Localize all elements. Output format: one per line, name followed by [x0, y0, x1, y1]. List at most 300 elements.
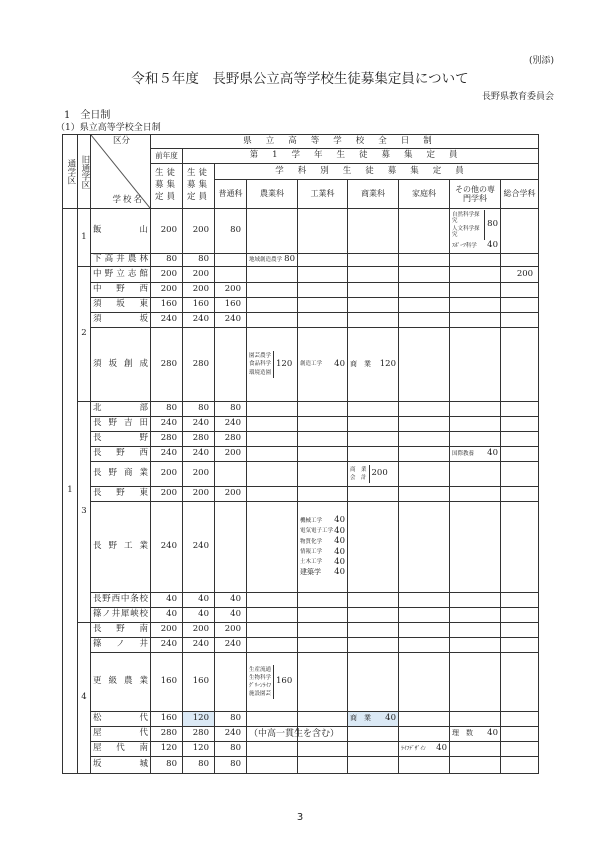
prev-capacity: 240 — [151, 417, 183, 432]
dept-com — [348, 447, 399, 462]
group-labels — [452, 210, 485, 240]
dept-home — [399, 283, 450, 298]
dept-com — [348, 328, 399, 402]
dept-com — [348, 254, 399, 267]
dept-integrated — [501, 638, 539, 653]
dept-ind — [298, 298, 348, 313]
dept-agri — [247, 447, 298, 462]
sub-dept-label: ﾗｲﾌﾃﾞｻﾞｲﾝ — [401, 745, 426, 752]
header-dept: 総合学科 — [501, 180, 539, 209]
sub-dept-value: 40 — [487, 728, 498, 739]
capacity: 240 — [183, 502, 215, 593]
sub-dept-label: 生産流通 — [249, 666, 272, 673]
dept-general: 200 — [215, 487, 247, 502]
dept-agri — [247, 712, 298, 727]
sub-dept-item — [300, 558, 345, 567]
dept-home — [399, 502, 450, 593]
table-row — [63, 328, 539, 402]
sub-dept-label: 生物科学 — [249, 674, 272, 681]
header-dept: 工業科 — [298, 180, 348, 209]
school-name: 更級農業 — [91, 653, 151, 712]
dept-home — [399, 757, 450, 774]
table-row — [63, 283, 539, 298]
dept-integrated — [501, 608, 539, 623]
dept-ind — [298, 462, 348, 487]
section-heading: 1 全日制 — [64, 110, 111, 121]
sub-dept-value: 40 — [334, 536, 345, 547]
sub-dept-label: 情報工学 — [300, 549, 323, 556]
prev-capacity: 240 — [151, 502, 183, 593]
sub-dept-label: 商 業 — [350, 466, 367, 473]
sub-dept-item — [401, 744, 447, 753]
sub-dept-item — [452, 729, 498, 738]
dept-com — [348, 298, 399, 313]
dept-agri — [247, 757, 298, 774]
table-row — [63, 502, 539, 593]
dept-integrated — [501, 623, 539, 638]
school-name: 坂城 — [91, 757, 151, 774]
sub-dept-value: 40 — [487, 240, 498, 251]
sub-dept-value: 40 — [334, 515, 345, 526]
dept-home — [399, 298, 450, 313]
sub-dept-label: 建築学 — [300, 568, 321, 577]
dept-general: 80 — [215, 402, 247, 417]
dept-ind — [298, 328, 348, 402]
sub-dept-label: 機械工学 — [300, 518, 323, 525]
dept-integrated — [501, 487, 539, 502]
bracket-group — [249, 351, 295, 377]
dept-com — [348, 727, 399, 742]
old-area-number: 2 — [78, 267, 91, 402]
dept-other — [450, 313, 501, 328]
dept-agri — [247, 502, 298, 593]
table-row — [63, 209, 539, 254]
school-name: 篠ノ井犀峡校 — [91, 608, 151, 623]
sub-dept-label: 理 数 — [452, 729, 473, 738]
capacity: 240 — [183, 447, 215, 462]
dept-com — [348, 757, 399, 774]
header-dept: 農業科 — [247, 180, 298, 209]
dept-general — [215, 254, 247, 267]
dept-ind — [298, 254, 348, 267]
dept-general — [215, 462, 247, 487]
dept-general: 80 — [215, 742, 247, 757]
prev-capacity: 280 — [151, 432, 183, 447]
dept-integrated — [501, 313, 539, 328]
sub-dept-value: 160 — [276, 676, 293, 687]
capacity: 200 — [183, 267, 215, 283]
dept-agri — [247, 328, 298, 402]
dept-other — [450, 712, 501, 727]
dept-other — [450, 742, 501, 757]
prev-capacity: 40 — [151, 608, 183, 623]
dept-other — [450, 402, 501, 417]
prev-capacity: 200 — [151, 209, 183, 254]
capacity: 200 — [183, 209, 215, 254]
table-row — [63, 638, 539, 653]
dept-agri — [247, 593, 298, 608]
sub-dept-label: ｽﾎﾟｰﾂ科学 — [452, 243, 477, 250]
table-row — [63, 712, 539, 727]
dept-com — [348, 209, 399, 254]
prev-capacity: 80 — [151, 254, 183, 267]
dept-other — [450, 447, 501, 462]
dept-other — [450, 254, 501, 267]
capacity: 200 — [183, 623, 215, 638]
sub-dept-item — [350, 360, 396, 369]
sub-dept-value: 40 — [334, 556, 345, 567]
capacity: 160 — [183, 298, 215, 313]
table-row — [63, 417, 539, 432]
sub-dept-label: 会 計 — [350, 475, 367, 481]
dept-ind — [298, 487, 348, 502]
prev-capacity: 160 — [151, 653, 183, 712]
dept-agri — [247, 638, 298, 653]
dept-agri — [247, 313, 298, 328]
sub-dept-item — [452, 449, 498, 458]
dept-com — [348, 313, 399, 328]
dept-com — [348, 267, 399, 283]
prev-capacity: 280 — [151, 727, 183, 742]
dept-agri — [247, 417, 298, 432]
prev-capacity: 240 — [151, 313, 183, 328]
dept-general: 80 — [215, 209, 247, 254]
dept-other — [450, 283, 501, 298]
table-row — [63, 487, 539, 502]
dept-integrated — [501, 432, 539, 447]
dept-home — [399, 402, 450, 417]
dept-general: 240 — [215, 313, 247, 328]
table-row — [63, 623, 539, 638]
dept-com — [348, 742, 399, 757]
dept-ind — [298, 417, 348, 432]
sub-dept-item — [350, 714, 396, 723]
table-row — [63, 462, 539, 487]
capacity: 120 — [183, 742, 215, 757]
header-by-dept: 学科別生徒募集定員 — [215, 164, 539, 180]
dept-ind — [298, 313, 348, 328]
prev-capacity: 160 — [151, 712, 183, 727]
prev-capacity: 200 — [151, 462, 183, 487]
dept-other — [450, 638, 501, 653]
sub-dept-value: 40 — [334, 546, 345, 557]
dept-other — [450, 487, 501, 502]
sub-dept-label: 食品科学 — [249, 361, 272, 368]
capacity: 240 — [183, 417, 215, 432]
header-category-school — [91, 135, 151, 209]
school-name: 長野南 — [91, 623, 151, 638]
prev-capacity: 40 — [151, 593, 183, 608]
dept-integrated — [501, 727, 539, 742]
bracket-group — [452, 210, 498, 240]
dept-agri — [247, 267, 298, 283]
dept-other — [450, 432, 501, 447]
school-name: 長野商業 — [91, 462, 151, 487]
dept-agri — [247, 402, 298, 417]
sub-dept-value: 80 — [284, 254, 295, 265]
capacity: 240 — [183, 313, 215, 328]
bracket-group — [350, 465, 396, 483]
header-banner: 県立高等学校全日制 — [151, 135, 539, 149]
sub-dept-value: 40 — [334, 358, 345, 369]
dept-general: 240 — [215, 417, 247, 432]
sub-dept-label: 商 業 — [350, 714, 371, 723]
capacity: 40 — [183, 608, 215, 623]
dept-other — [450, 608, 501, 623]
dept-integrated — [501, 417, 539, 432]
old-area-number: 3 — [78, 402, 91, 623]
prev-capacity: 200 — [151, 487, 183, 502]
sub-dept-label: 自然科学探究 — [452, 212, 480, 225]
dept-integrated — [501, 712, 539, 727]
prev-capacity: 240 — [151, 638, 183, 653]
dept-ind — [298, 623, 348, 638]
dept-agri — [247, 727, 340, 742]
school-name: 長野西中条校 — [91, 593, 151, 608]
capacity: 200 — [183, 487, 215, 502]
dept-ind — [298, 653, 348, 712]
dept-integrated — [501, 328, 539, 402]
capacity: 80 — [183, 757, 215, 774]
dept-com — [348, 712, 399, 727]
dept-other — [450, 623, 501, 638]
sub-dept-item — [249, 255, 295, 264]
header-school: 学校名 — [112, 195, 144, 206]
school-name: 長野 — [91, 432, 151, 447]
dept-integrated — [501, 757, 539, 774]
capacity: 200 — [183, 283, 215, 298]
sub-dept-item — [300, 360, 345, 369]
capacity: 160 — [183, 653, 215, 712]
dept-integrated — [501, 593, 539, 608]
dept-home — [399, 254, 450, 267]
dept-integrated — [501, 402, 539, 417]
dept-home — [399, 267, 450, 283]
table-row — [63, 402, 539, 417]
table-row — [63, 757, 539, 774]
dept-com — [348, 402, 399, 417]
dept-com — [348, 638, 399, 653]
dept-agri — [247, 283, 298, 298]
sub-dept-label: 商 業 — [350, 359, 371, 368]
dept-integrated — [501, 209, 539, 254]
dept-com — [348, 593, 399, 608]
capacity: 240 — [183, 638, 215, 653]
dept-home — [399, 432, 450, 447]
sub-dept-label: 環境造園 — [249, 369, 272, 376]
dept-agri — [247, 653, 298, 712]
dept-ind — [298, 638, 348, 653]
school-name: 下高井農林 — [91, 254, 151, 267]
sub-dept-value: 80 — [487, 219, 498, 230]
area-number: 1 — [63, 209, 78, 774]
sub-dept-item — [300, 527, 345, 536]
table-row — [63, 313, 539, 328]
prev-capacity: 80 — [151, 757, 183, 774]
dept-ind — [298, 283, 348, 298]
table-row — [63, 267, 539, 283]
dept-com — [348, 283, 399, 298]
dept-com — [348, 432, 399, 447]
sub-dept-value: 120 — [379, 358, 396, 369]
dept-integrated — [501, 462, 539, 487]
sub-dept-label: 土木工学 — [300, 559, 323, 566]
dept-general: 40 — [215, 593, 247, 608]
school-name: 松代 — [91, 712, 151, 727]
school-name: 須坂 — [91, 313, 151, 328]
prev-capacity: 200 — [151, 623, 183, 638]
school-name: 須坂創成 — [91, 328, 151, 402]
sub-dept-item — [300, 516, 345, 525]
dept-ind — [298, 432, 348, 447]
school-name: 飯山 — [91, 209, 151, 254]
prev-capacity: 80 — [151, 402, 183, 417]
dept-integrated — [501, 742, 539, 757]
table-row — [63, 593, 539, 608]
group-labels — [350, 465, 370, 483]
attachment-label: (別添) — [528, 56, 554, 66]
capacity: 280 — [183, 328, 215, 402]
dept-ind — [298, 712, 348, 727]
group-labels — [249, 351, 274, 377]
dept-integrated — [501, 447, 539, 462]
school-name: 中野立志館 — [91, 267, 151, 283]
dept-home — [399, 727, 450, 742]
dept-home — [399, 313, 450, 328]
dept-agri — [247, 608, 298, 623]
sub-dept-label: 人文科学探究 — [452, 226, 480, 239]
sub-dept-item — [300, 568, 345, 577]
dept-home — [399, 447, 450, 462]
dept-general: 200 — [215, 283, 247, 298]
dept-other — [450, 502, 501, 593]
dept-general: 240 — [215, 727, 247, 742]
dept-other — [450, 757, 501, 774]
school-name: 長野吉田 — [91, 417, 151, 432]
prev-capacity: 240 — [151, 447, 183, 462]
dept-other — [450, 417, 501, 432]
dept-ind — [298, 502, 348, 593]
sub-dept-value: 120 — [276, 358, 293, 369]
school-name: 須坂東 — [91, 298, 151, 313]
sub-dept-item — [452, 241, 498, 250]
dept-ind — [298, 447, 348, 462]
dept-home — [399, 593, 450, 608]
sub-dept-value: 40 — [334, 567, 345, 578]
sub-dept-label: ｸﾞﾘｰﾝﾗｲﾌ — [249, 683, 272, 689]
dept-other — [450, 462, 501, 487]
dept-agri — [247, 487, 298, 502]
dept-home — [399, 608, 450, 623]
dept-home — [399, 742, 450, 757]
dept-integrated — [501, 298, 539, 313]
dept-integrated: 200 — [501, 267, 539, 283]
sub-dept-value: 40 — [436, 743, 447, 754]
sub-dept-label: 国際教養 — [452, 450, 475, 457]
sub-dept-label: 電気電子工学 — [300, 528, 334, 535]
header-prev-year: 前年度 — [151, 149, 183, 164]
note: （中高一貫生を含む） — [249, 728, 340, 739]
dept-integrated — [501, 502, 539, 593]
table-row — [63, 727, 539, 742]
dept-general — [215, 328, 247, 402]
school-name: 長野工業 — [91, 502, 151, 593]
table-row — [63, 653, 539, 712]
table-row — [63, 254, 539, 267]
header-dept: 普通科 — [215, 180, 247, 209]
school-name: 長野西 — [91, 447, 151, 462]
dept-com — [348, 417, 399, 432]
dept-general — [215, 653, 247, 712]
table-row — [63, 298, 539, 313]
dept-ind — [298, 267, 348, 283]
dept-general — [215, 502, 247, 593]
dept-home — [399, 623, 450, 638]
page-number: 3 — [296, 812, 304, 823]
header-dept: 商業科 — [348, 180, 399, 209]
sub-dept-item — [300, 548, 345, 557]
dept-general: 200 — [215, 447, 247, 462]
sub-dept-value: 200 — [371, 468, 388, 479]
dept-home — [399, 417, 450, 432]
dept-com — [348, 623, 399, 638]
dept-com — [348, 502, 399, 593]
dept-ind — [298, 593, 348, 608]
table-row — [63, 608, 539, 623]
dept-agri — [247, 623, 298, 638]
header-area: 通学区 — [63, 135, 78, 209]
dept-com — [348, 487, 399, 502]
dept-ind — [298, 402, 348, 417]
dept-home — [399, 487, 450, 502]
dept-ind — [298, 742, 348, 757]
sub-dept-item — [300, 537, 345, 546]
school-name: 屋代南 — [91, 742, 151, 757]
table-row — [63, 432, 539, 447]
school-name: 北部 — [91, 402, 151, 417]
dept-com — [348, 608, 399, 623]
dept-agri — [247, 209, 298, 254]
dept-agri — [247, 298, 298, 313]
dept-other — [450, 267, 501, 283]
school-name: 長野東 — [91, 487, 151, 502]
sub-dept-value: 40 — [487, 448, 498, 459]
dept-integrated — [501, 283, 539, 298]
old-area-number: 4 — [78, 623, 91, 774]
dept-general: 80 — [215, 712, 247, 727]
capacity: 80 — [183, 254, 215, 267]
dept-com — [348, 653, 399, 712]
header-dept: 家庭科 — [399, 180, 450, 209]
dept-other — [450, 328, 501, 402]
dept-home — [399, 209, 450, 254]
prev-capacity: 200 — [151, 283, 183, 298]
prev-capacity: 120 — [151, 742, 183, 757]
dept-agri — [247, 432, 298, 447]
sub-dept-value: 40 — [334, 525, 345, 536]
dept-general — [215, 267, 247, 283]
dept-general: 240 — [215, 638, 247, 653]
dept-home — [399, 712, 450, 727]
subsection-heading: （1）県立高等学校全日制 — [56, 123, 161, 133]
header-category: 区分 — [113, 136, 131, 146]
prev-capacity: 280 — [151, 328, 183, 402]
dept-agri — [247, 742, 298, 757]
bracket-group — [249, 665, 295, 699]
capacity: 80 — [183, 402, 215, 417]
page-title: 令和５年度 長野県公立高等学校生徒募集定員について — [131, 71, 469, 87]
dept-home — [399, 328, 450, 402]
